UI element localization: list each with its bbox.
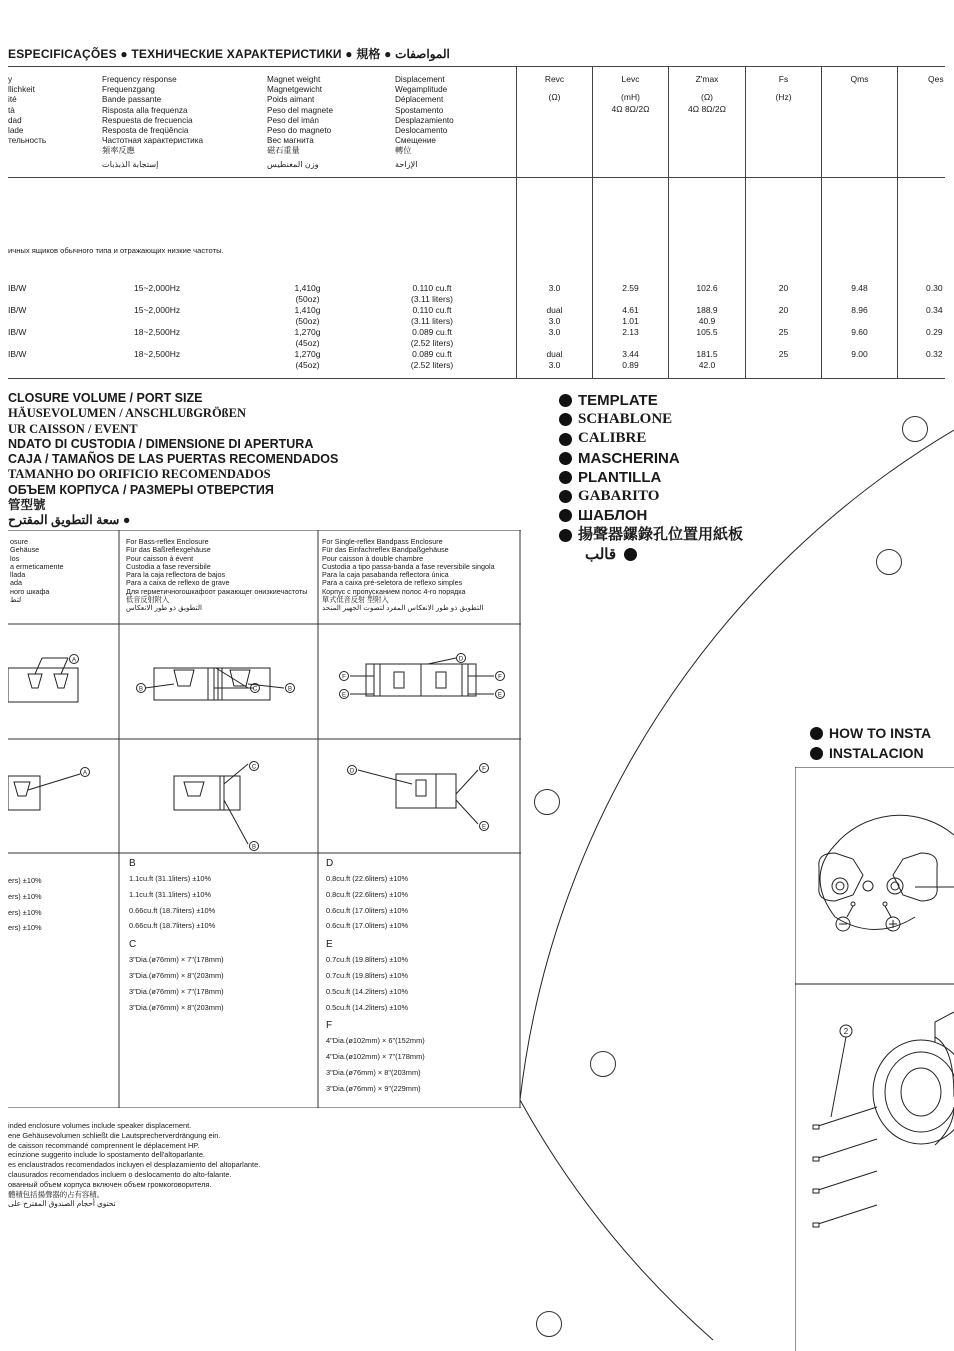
- callout-letter: A: [71, 657, 77, 664]
- how-to-install-title: HOW TO INSTA INSTALACION: [810, 723, 931, 763]
- spec-cell-disp: 0.089 cu.ft (2.52 liters): [410, 327, 454, 348]
- callout-letter: D: [349, 768, 355, 775]
- spec-cell-qes: 0.34: [926, 305, 943, 315]
- callout-letter: F: [482, 766, 486, 773]
- callout-letter: B: [251, 844, 257, 851]
- sealed-enclosure-header: osure Gehäuse los a ermeticamente llada ada ного шкафа لتط: [10, 537, 64, 605]
- template-mounting-hole: [876, 549, 902, 575]
- spec-cell-fs: 25: [778, 327, 789, 337]
- callout-letter: D: [458, 656, 464, 663]
- spec-cell-qms: 9.48: [851, 283, 868, 293]
- callout-letter: E: [341, 692, 347, 699]
- callout-letter: A: [82, 770, 88, 777]
- spec-cell-zmax: 188.9 40.9: [696, 305, 718, 326]
- installation-illustration: [795, 767, 954, 1351]
- spec-cell-freq: 18~2,500Hz: [134, 327, 181, 337]
- spec-cell-zmax: 181.5 42.0: [696, 349, 718, 370]
- spec-cell-freq: 15~2,000Hz: [134, 305, 181, 315]
- template-mounting-hole: [536, 1311, 562, 1337]
- spec-cell-revc: 3.0: [548, 283, 561, 293]
- spec-cell-freq: 18~2,500Hz: [134, 349, 181, 359]
- callout-letter: B: [287, 686, 293, 693]
- template-mounting-hole: [902, 416, 928, 442]
- bandpass-volumes: D 0.8cu.ft (22.6liters) ±10% 0.8cu.ft (22.6liters) ±10% 0.6cu.ft (17.0liters) ±10% 0.6cu.ft (17.0liters) ±10% E 0.7cu.ft (19.8liters) ±10% 0.7cu.ft (19.8liters) ±10% 0.5cu.ft (14.2liters) ±10% 0.5cu.ft (14.2liters) ±10% F 4"Dia.(ø102mm) × 6"(152mm) 4"Dia.(ø102mm) × 7"(178mm) 3"Dia.(ø76mm) × 8"(203mm) 3"Dia.(ø76mm) × 9"(229mm): [326, 858, 425, 1093]
- spec-note: ичных ящиков обычного типа и отражающих низкие частоты.: [8, 246, 224, 255]
- spec-cell-qms: 8.96: [851, 305, 868, 315]
- spec-cell-magnet: 1,410g (50oz): [294, 283, 321, 304]
- displacement-labels: Displacement Wegamplitude Déplacement Spostamento Desplazamiento Deslocamento Смещение 轉位 الإزاحة: [395, 75, 454, 169]
- template-title: TEMPLATE SCHABLONE CALIBRE MASCHERINA PLANTILLA GABARITO ШАБЛОН 揚聲器鏍錄孔位置用紙板 قالب: [559, 391, 743, 564]
- spec-cell-levc: 3.44 0.89: [622, 349, 639, 370]
- spec-cell-fs: 20: [778, 283, 789, 293]
- levc-header: Levc (mH) 4Ω 8Ω/2Ω: [611, 74, 650, 114]
- qes-header: Qes: [928, 74, 944, 84]
- callout-letter: B: [138, 686, 144, 693]
- spec-cell-levc: 2.59: [622, 283, 639, 293]
- spec-cell-freq: 15~2,000Hz: [134, 283, 181, 293]
- spec-cell-disp: 0.089 cu.ft (2.52 liters): [410, 349, 454, 370]
- spec-cell-model: IB/W: [8, 349, 27, 359]
- fs-header: Fs (Hz): [775, 74, 792, 102]
- bullet-icon: [810, 727, 823, 740]
- enclosure-diagrams: [8, 624, 521, 854]
- callout-number: 2: [843, 1027, 849, 1036]
- enclosure-footnotes: inded enclosure volumes include speaker displacement. ene Gehäusevolumen schließt die Lautsprecherverdrängung ein. de caisson recommandé comprennent le déplacement HP. ecinzione suggerito include lo spostamento dell'altoparlante. es enclaustrados recomendados incluyen el desplazamiento del altoparlante. clausurados recomendados incluem o deslocamento do alto-falante. ованный объем корпуса включен объем громкоговорителя. 體積包括揚聲器的占有容積。 تحتوي أحجام الصندوق المقترح على: [8, 1121, 261, 1209]
- spec-cell-levc: 2.13: [622, 327, 639, 337]
- callout-letter: C: [251, 764, 257, 771]
- enclosure-table: [8, 530, 521, 1108]
- spec-cell-revc: 3.0: [548, 327, 561, 337]
- bass-reflex-volumes: B 1.1cu.ft (31.1liters) ±10% 1.1cu.ft (31.1liters) ±10% 0.66cu.ft (18.7liters) ±10% 0.66cu.ft (18.7liters) ±10% C 3"Dia.(ø76mm) × 7"(178mm) 3"Dia.(ø76mm) × 8"(203mm) 3"Dia.(ø76mm) × 7"(178mm) 3"Dia.(ø76mm) × 8"(203mm): [129, 858, 224, 1012]
- spec-cell-magnet: 1,270g (45oz): [294, 327, 321, 348]
- spec-cell-zmax: 102.6: [696, 283, 718, 293]
- callout-letter: C: [252, 686, 258, 693]
- spec-cell-disp: 0.110 cu.ft (3.11 liters): [411, 283, 453, 304]
- spec-cell-fs: 25: [778, 349, 789, 359]
- spec-cell-levc: 4.61 1.01: [622, 305, 639, 326]
- spec-cell-model: IB/W: [8, 305, 27, 315]
- callout-letter: F: [498, 674, 502, 681]
- spec-cell-revc: dual 3.0: [546, 305, 563, 326]
- spec-cell-disp: 0.110 cu.ft (3.11 liters): [411, 305, 453, 326]
- truncated-label-column: y llichkeit ité tà dad lade тельность: [8, 75, 47, 146]
- spec-cell-fs: 20: [778, 305, 789, 315]
- spec-cell-magnet: 1,410g (50oz): [294, 305, 321, 326]
- sealed-volumes: ers) ±10% ers) ±10% ers) ±10% ers) ±10%: [8, 876, 42, 933]
- revc-header: Revc (Ω): [544, 74, 565, 102]
- callout-letter: E: [481, 824, 487, 831]
- template-mounting-hole: [534, 789, 560, 815]
- template-mounting-hole: [590, 1051, 616, 1077]
- spec-cell-zmax: 105.5: [696, 327, 718, 337]
- spec-cell-revc: dual 3.0: [546, 349, 563, 370]
- bass-reflex-header: For Bass-reflex Enclosure Für das Baßreflexgehäuse Pour caisson à évent Custodia a fase reversibile Para la caja reflectora de bajos Para a caixa de reflexo de grave Для герметичногошкафоот ражающег онизкиечастоты 低音反射附入 التطويق ذو طور الانعكاس: [126, 537, 308, 613]
- spec-cell-qes: 0.32: [926, 349, 943, 359]
- spec-cell-qms: 9.00: [851, 349, 868, 359]
- spec-cell-qms: 9.60: [851, 327, 868, 337]
- zmax-header: Z'max (Ω) 4Ω 8Ω/2Ω: [688, 74, 726, 114]
- spec-header: ESPECIFICAÇÕES ● ТЕХНИЧЕСКИЕ ХАРАКТЕРИСТИКИ ● 規格 ● المواصفات: [8, 47, 450, 61]
- spec-cell-qes: 0.29: [926, 327, 943, 337]
- spec-cell-magnet: 1,270g (45oz): [294, 349, 321, 370]
- enclosure-volume-title: CLOSURE VOLUME / PORT SIZE HÄUSEVOLUMEN / ANSCHLUßGRÖßEN UR CAISSON / EVENT NDATO DI CUSTODIA / DIMENSIONE DI APERTURA CAJA / TAMAÑOS DE LAS PUERTAS RECOMENDADOS TAMANHO DO ORIFICIO RECOMENDADOS ОБЪЕМ КОРПУСА / РАЗМЕРЫ ОТВЕРСТИЯ 管型號 سعة التطويق المقترح ●: [8, 391, 339, 528]
- callout-letter: E: [497, 692, 503, 699]
- frequency-response-labels: Frequency response Frequenzgang Bande passante Risposta alla frequenza Respuesta de frecuencia Resposta de freqüência Частотная характеристика 頻率反應 إستجابة الذبذبات: [102, 75, 204, 169]
- bullet-icon: [810, 747, 823, 760]
- magnet-weight-labels: Magnet weight Magnetgewicht Poids aimant Peso del magnete Peso del imán Peso do magneto Вес магнита 磁石重量 وزن المغنطيس: [267, 75, 333, 169]
- callout-letter: F: [342, 674, 346, 681]
- qms-header: Qms: [850, 74, 869, 84]
- spec-cell-model: IB/W: [8, 283, 27, 293]
- bandpass-header: For Single-reflex Bandpass Enclosure Für das Einfachreflex Bandpaßgehäuse Pour caisson à double chambre Custodia a tipo passa-banda a fase reversibile singola Para la caja pasabanda reflectora única Para a caixa pré-seletora de reflexo simples Корпус с пропусканием полос 4-го порядка 單式低音反射 型附入 التطويق ذو طور الانعكاس المفرد لتصوت الجهير المنحد: [322, 537, 495, 613]
- spec-cell-qes: 0.30: [926, 283, 943, 293]
- spec-cell-model: IB/W: [8, 327, 27, 337]
